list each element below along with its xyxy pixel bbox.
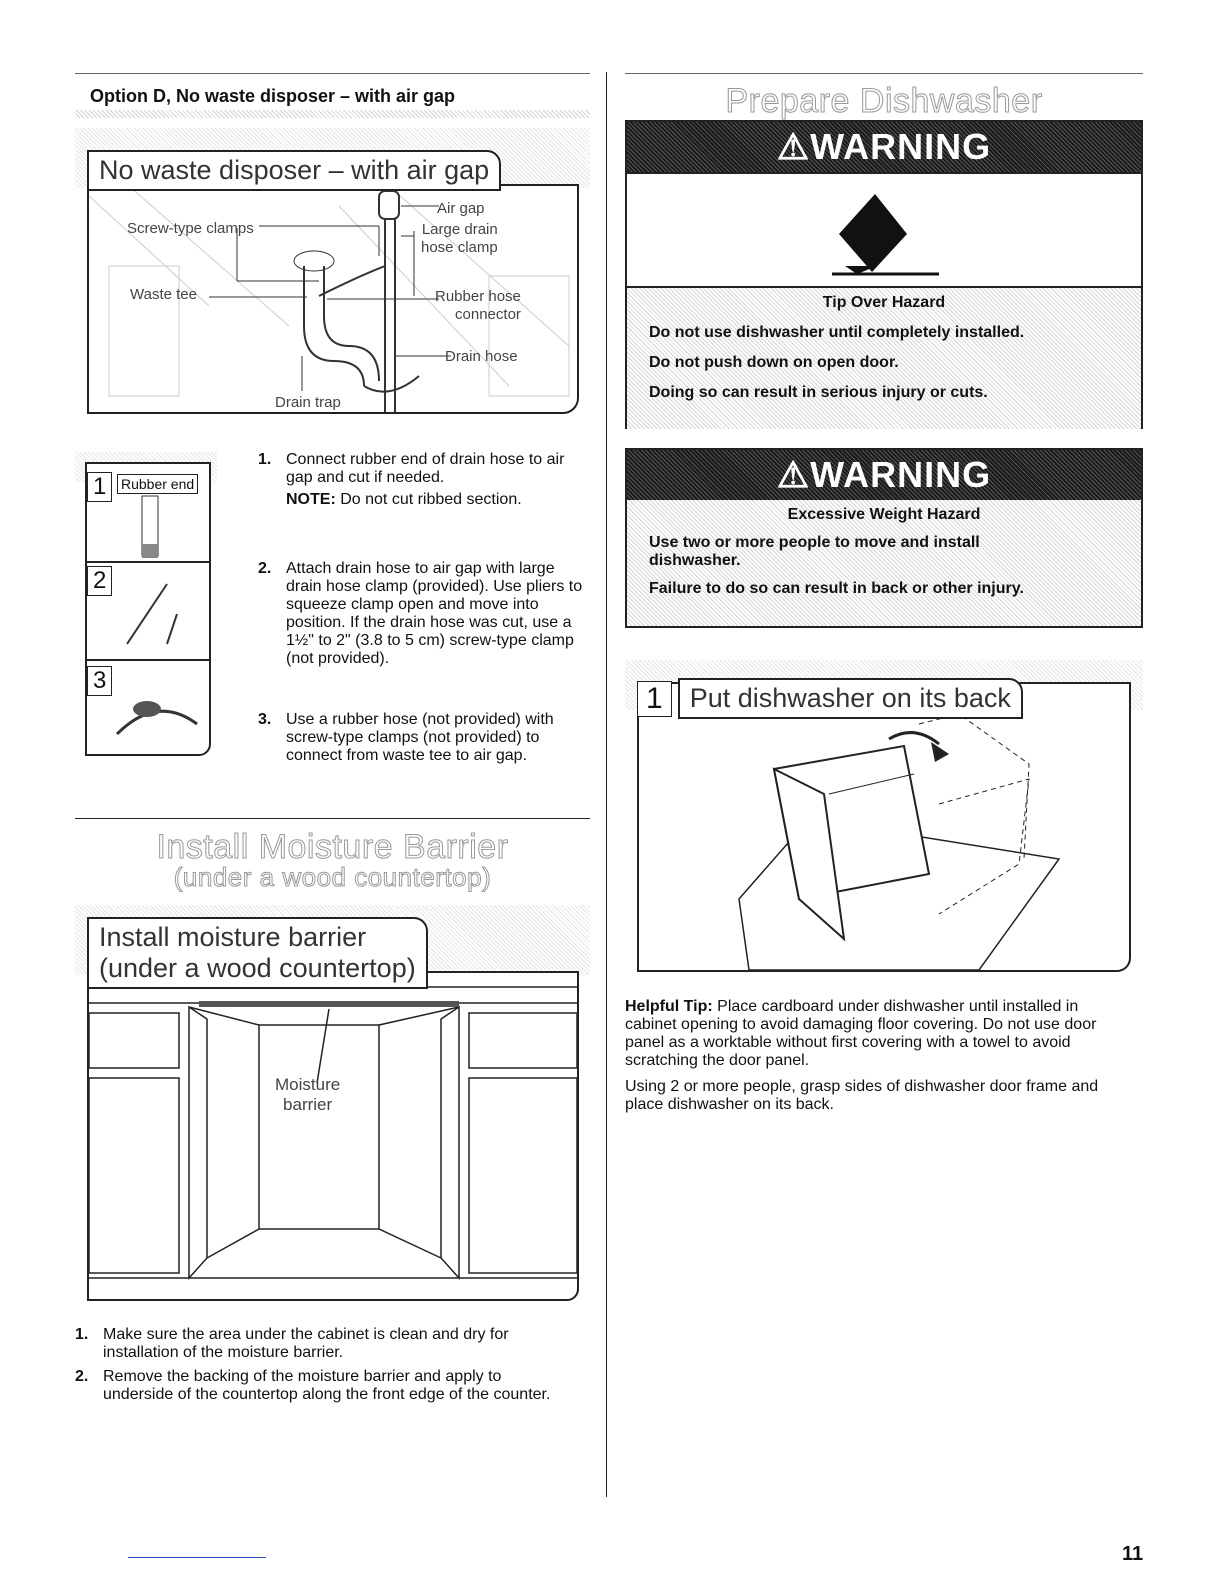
step-thumbnails [75,452,217,764]
top-rule [75,73,590,74]
warning-bar: ⚠WARNING [627,450,1141,500]
drain-diagram [75,128,590,418]
right-top-rule [625,73,1143,74]
step-number-1: 1 [637,681,672,717]
instruction-paragraph: Using 2 or more people, grasp sides of dishwasher door frame and place dishwasher on its back. [625,1078,1099,1113]
warning-line: Do not push down on open door. [649,354,899,371]
moisture-diagram [75,905,590,1305]
column-divider [606,72,607,1497]
warning-tip-over [625,120,1143,429]
label-drain-trap: Drain trap [275,394,341,411]
moisture-title: Install Moisture Barrier [156,828,509,866]
moisture-step-2: 2. Remove the backing of the moisture barrier and apply to underside of the countertop along the front edge of the counter. [75,1368,551,1403]
section-rule [75,818,590,819]
hazard-title: Excessive Weight Hazard [787,506,981,523]
label-waste-tee: Waste tee [130,286,197,303]
label-rubber-end: Rubber end [117,474,198,494]
prepare-title: Prepare Dishwasher [725,82,1043,120]
tip-over-icon [627,174,1141,286]
thumb-number-3: 3 [87,666,112,696]
label-large-drain-clamp: Large drain hose clamp [421,221,498,256]
thumb-number-1: 1 [87,472,112,502]
moisture-tab: Install moisture barrier (under a wood countertop) [87,917,428,989]
diagram-tab: No waste disposer – with air gap [87,150,501,191]
hazard-title: Tip Over Hazard [822,294,946,311]
warning-line: Doing so can result in serious injury or cuts. [649,384,988,401]
dishwasher-tab: Put dishwasher on its back [678,678,1023,719]
drain-step-1: 1. Connect rubber end of drain hose to air gap and cut if needed. NOTE: Do not cut ribbed section. [258,451,583,509]
warning-bar: ⚠WARNING [627,122,1141,172]
label-air-gap: Air gap [437,200,485,217]
thumb-number-2: 2 [87,566,112,596]
heading-underline [75,110,590,118]
dishwasher-back-diagram [625,660,1143,975]
label-moisture-barrier: Moisture barrier [275,1075,341,1114]
drain-step-2: 2. Attach drain hose to air gap with large drain hose clamp (provided). Use pliers to squeeze clamp open and move into position. If the drain hose was cut, use a 1½" to 2" (3.8 to 5 cm) screw-type clamp (not provided). [258,560,583,667]
moisture-subtitle: (under a wood countertop) [173,862,492,892]
moisture-step-1: 1. Make sure the area under the cabinet is clean and dry for installation of the moisture barrier. [75,1326,509,1361]
note: NOTE: Do not cut ribbed section. [286,491,522,508]
page-number: 11 [1122,1543,1144,1565]
warning-line: Do not use dishwasher until completely installed. [649,324,1025,341]
label-rubber-connector: Rubber hose connector [435,288,521,323]
warning-weight [625,448,1143,628]
drain-step-3: 3. Use a rubber hose (not provided) with screw-type clamps (not provided) to connect from waste tee to air gap. [258,711,554,764]
warning-line: Use two or more people to move and install dishwasher. [649,534,980,569]
option-heading: Option D, No waste disposer – with air gap [90,86,456,106]
helpful-tip: Helpful Tip: Place cardboard under dishwasher until installed in cabinet opening to avoid damaging floor covering. Do not use door panel as a worktable without first covering with a towel to avoid scratching the door panel. [625,998,1097,1069]
thumbnail-illustrations [87,464,209,754]
warning-line: Failure to do so can result in back or other injury. [649,580,1024,597]
label-drain-hose: Drain hose [445,348,518,365]
dishwasher-illustration [639,684,1129,970]
label-screw-clamps: Screw-type clamps [127,220,254,237]
footer-rule [128,1557,266,1558]
cabinet-illustration [89,973,577,1299]
